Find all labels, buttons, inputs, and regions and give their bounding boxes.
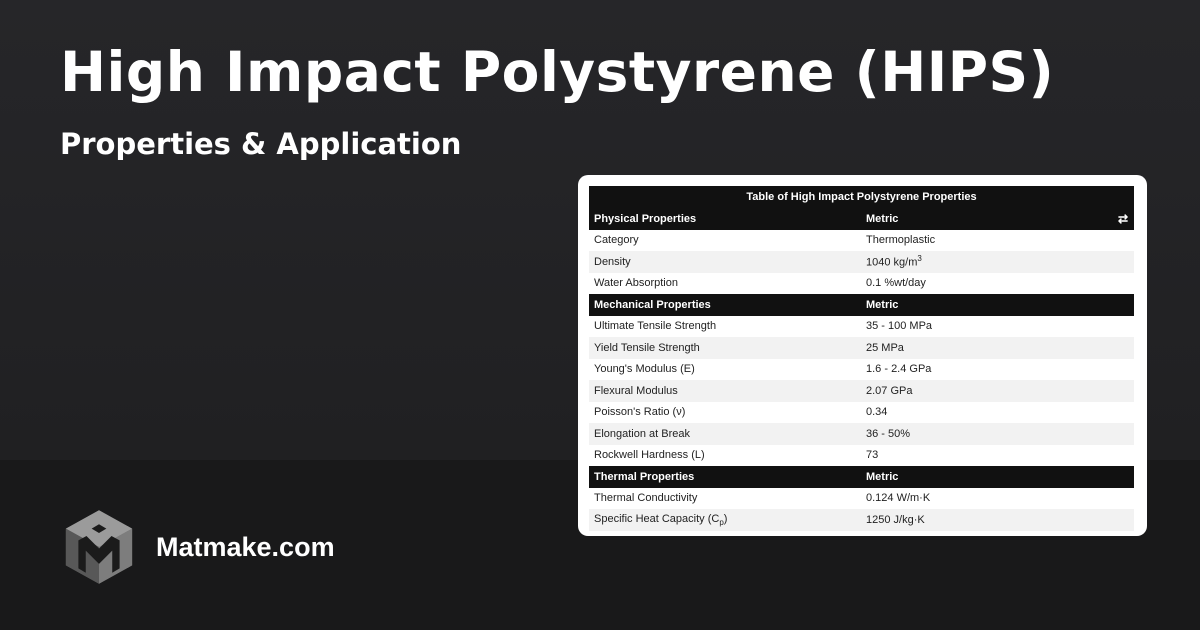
table-row <box>589 380 1134 402</box>
property-name <box>589 277 861 289</box>
property-value <box>861 234 1134 246</box>
table-row <box>589 509 1134 531</box>
value-text: 2.07 GPa <box>866 384 913 397</box>
property-text: Poisson's Ratio (ν) <box>594 406 686 419</box>
value-text: Thermoplastic <box>866 234 936 247</box>
value-text: 1.6 - 2.4 GPa <box>866 363 932 376</box>
table-row <box>589 488 1134 510</box>
value-text: 25 MPa <box>866 341 904 354</box>
property-value <box>861 277 1134 289</box>
table-row <box>589 423 1134 445</box>
property-name <box>589 492 861 504</box>
property-text: Young's Modulus (E) <box>594 363 695 376</box>
property-value <box>861 514 1134 526</box>
matmake-hexagon-m-logo-icon <box>62 508 136 586</box>
property-text: Elongation at Break <box>594 427 691 440</box>
value-text: 35 - 100 MPa <box>866 320 933 333</box>
table-row <box>589 402 1134 424</box>
value-text: 0.34 <box>866 406 888 419</box>
property-text: Ultimate Tensile Strength <box>594 320 717 333</box>
section-title: Thermal Properties <box>594 470 695 483</box>
value-superscript: 3 <box>917 254 922 264</box>
table-row <box>589 445 1134 467</box>
property-value <box>861 492 1134 504</box>
property-text: Rockwell Hardness (L) <box>594 449 705 462</box>
property-name <box>589 449 861 461</box>
property-text: Specific Heat Capacity (C <box>594 512 720 525</box>
property-value <box>861 428 1134 440</box>
table-row <box>589 316 1134 338</box>
properties-table <box>589 186 1134 531</box>
property-value <box>861 320 1134 332</box>
value-text: 0.1 %wt/day <box>866 277 926 290</box>
table-row <box>589 359 1134 381</box>
brand-name: Matmake.com <box>156 531 335 562</box>
property-value <box>861 385 1134 397</box>
table-row <box>589 273 1134 295</box>
property-name <box>589 513 861 527</box>
page-subtitle: Properties & Application <box>60 127 462 161</box>
value-text: 0.124 W/m·K <box>866 492 931 505</box>
section-header-row <box>589 294 1134 316</box>
table-caption: Table of High Impact Polystyrene Properties <box>589 186 1134 208</box>
value-text: 1040 kg/m <box>866 257 918 270</box>
property-value <box>861 254 1134 269</box>
property-value <box>861 342 1134 354</box>
unit-system-label: Metric <box>866 212 899 225</box>
property-subscript: p <box>719 517 724 527</box>
property-name <box>589 234 861 246</box>
value-text: 1250 J/kg·K <box>866 513 925 526</box>
property-name <box>589 256 861 268</box>
brand[interactable] <box>62 508 335 586</box>
property-text: Flexural Modulus <box>594 384 678 397</box>
property-name <box>589 320 861 332</box>
property-value <box>861 406 1134 418</box>
section-header-row <box>589 208 1134 230</box>
property-text: Density <box>594 255 631 268</box>
swap-units-icon[interactable]: ⇄ <box>1117 211 1128 226</box>
property-value <box>861 363 1134 375</box>
property-name <box>589 363 861 375</box>
table-row <box>589 337 1134 359</box>
value-text: 73 <box>866 449 879 462</box>
property-name <box>589 385 861 397</box>
table-row <box>589 251 1134 273</box>
property-name <box>589 428 861 440</box>
property-name <box>589 342 861 354</box>
page-title: High Impact Polystyrene (HIPS) <box>60 40 1055 104</box>
section-title: Physical Properties <box>594 212 697 225</box>
table-row <box>589 230 1134 252</box>
property-text: Category <box>594 234 639 247</box>
property-value <box>861 449 1134 461</box>
section-title: Mechanical Properties <box>594 298 711 311</box>
unit-system-label: Metric <box>866 298 899 311</box>
value-text: 36 - 50% <box>866 427 911 440</box>
unit-system-label: Metric <box>866 470 899 483</box>
property-text: Yield Tensile Strength <box>594 341 700 354</box>
property-suffix: ) <box>723 512 728 525</box>
property-text: Thermal Conductivity <box>594 492 698 505</box>
property-text: Water Absorption <box>594 277 678 290</box>
property-name <box>589 406 861 418</box>
section-header-row <box>589 466 1134 488</box>
properties-table-card <box>578 175 1147 536</box>
